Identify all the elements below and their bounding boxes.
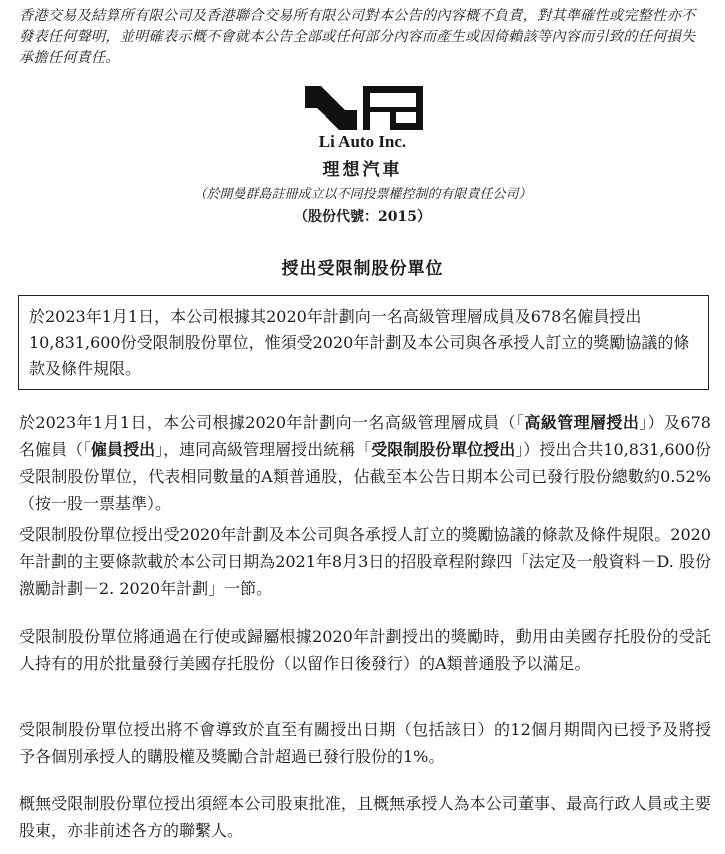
paragraph-plan-terms: 受限制股份單位授出受2020年計劃及本公司與各承授人訂立的獎勵協議的條款及條件規限。2020年計劃的主要條款載於本公司日期為2021年8月3日的招股章程附錄四「法定及一般資料－D. 股份激勵計劃－2. 2020年計劃」一節。 — [19, 525, 711, 598]
paragraph-limit: 受限制股份單位授出將不會導致於直至有關授出日期（包括該日）的12個月期間內已授予及將授予各個別承授人的購股權及獎勵合計超過已發行股份的1%。 — [19, 720, 711, 766]
company-name-en: Li Auto Inc. — [318, 132, 407, 151]
company-name-zh: 理想汽車 — [322, 160, 403, 180]
disclaimer-text: 香港交易及結算所有限公司及香港聯合交易所有限公司對本公告的內容概不負責，對其準確性或完整性亦不發表任何聲明，並明確表示概不會就本公告全部或任何部分內容而產生或因倚賴該等內容而引致的任何損失承擔任何責任。 — [19, 8, 696, 66]
li-auto-logo-icon — [305, 86, 423, 130]
term-employee-grant: 僱員授出 — [91, 440, 156, 459]
paragraph-approval: 概無受限制股份單位授出須經本公司股東批准，且概無承授人為本公司董事、最高行政人員或主要股東，亦非前述各方的聯繫人。 — [19, 794, 711, 840]
stock-code: （股份代號：2015） — [294, 209, 431, 225]
incorporation-note: （於開曼群島註冊成立以不同投票權控制的有限責任公司） — [193, 187, 532, 202]
paragraph-grant-details: 於2023年1月1日，本公司根據2020年計劃向一名高級管理層成員（「高級管理層授出」）及678名僱員（「僱員授出」，連同高級管理層授出統稱「受限制股份單位授出」）授出合共10,831,600份受限制股份單位，代表相同數量的A類普通股，佔截至本公告日期本公司已發行股份總數約0.52%（按一股一票基準）。 — [19, 413, 711, 513]
paragraph-satisfaction: 受限制股份單位將通過在行使或歸屬根據2020年計劃授出的獎勵時，動用由美國存托股份的受託人持有的用於批量發行美國存托股份（以留作日後發行）的A類普通股予以滿足。 — [19, 627, 711, 673]
term-senior-management-grant: 高級管理層授出 — [524, 413, 640, 432]
summary-box: 於2023年1月1日，本公司根據其2020年計劃向一名高級管理層成員及678名僱員授出10,831,600份受限制股份單位，惟須受2020年計劃及本公司與各承授人訂立的獎勵協議的條款及條件規限。 — [18, 295, 709, 390]
announcement-title: 授出受限制股份單位 — [281, 259, 444, 279]
term-rsu-grant: 受限制股份單位授出 — [371, 440, 516, 459]
